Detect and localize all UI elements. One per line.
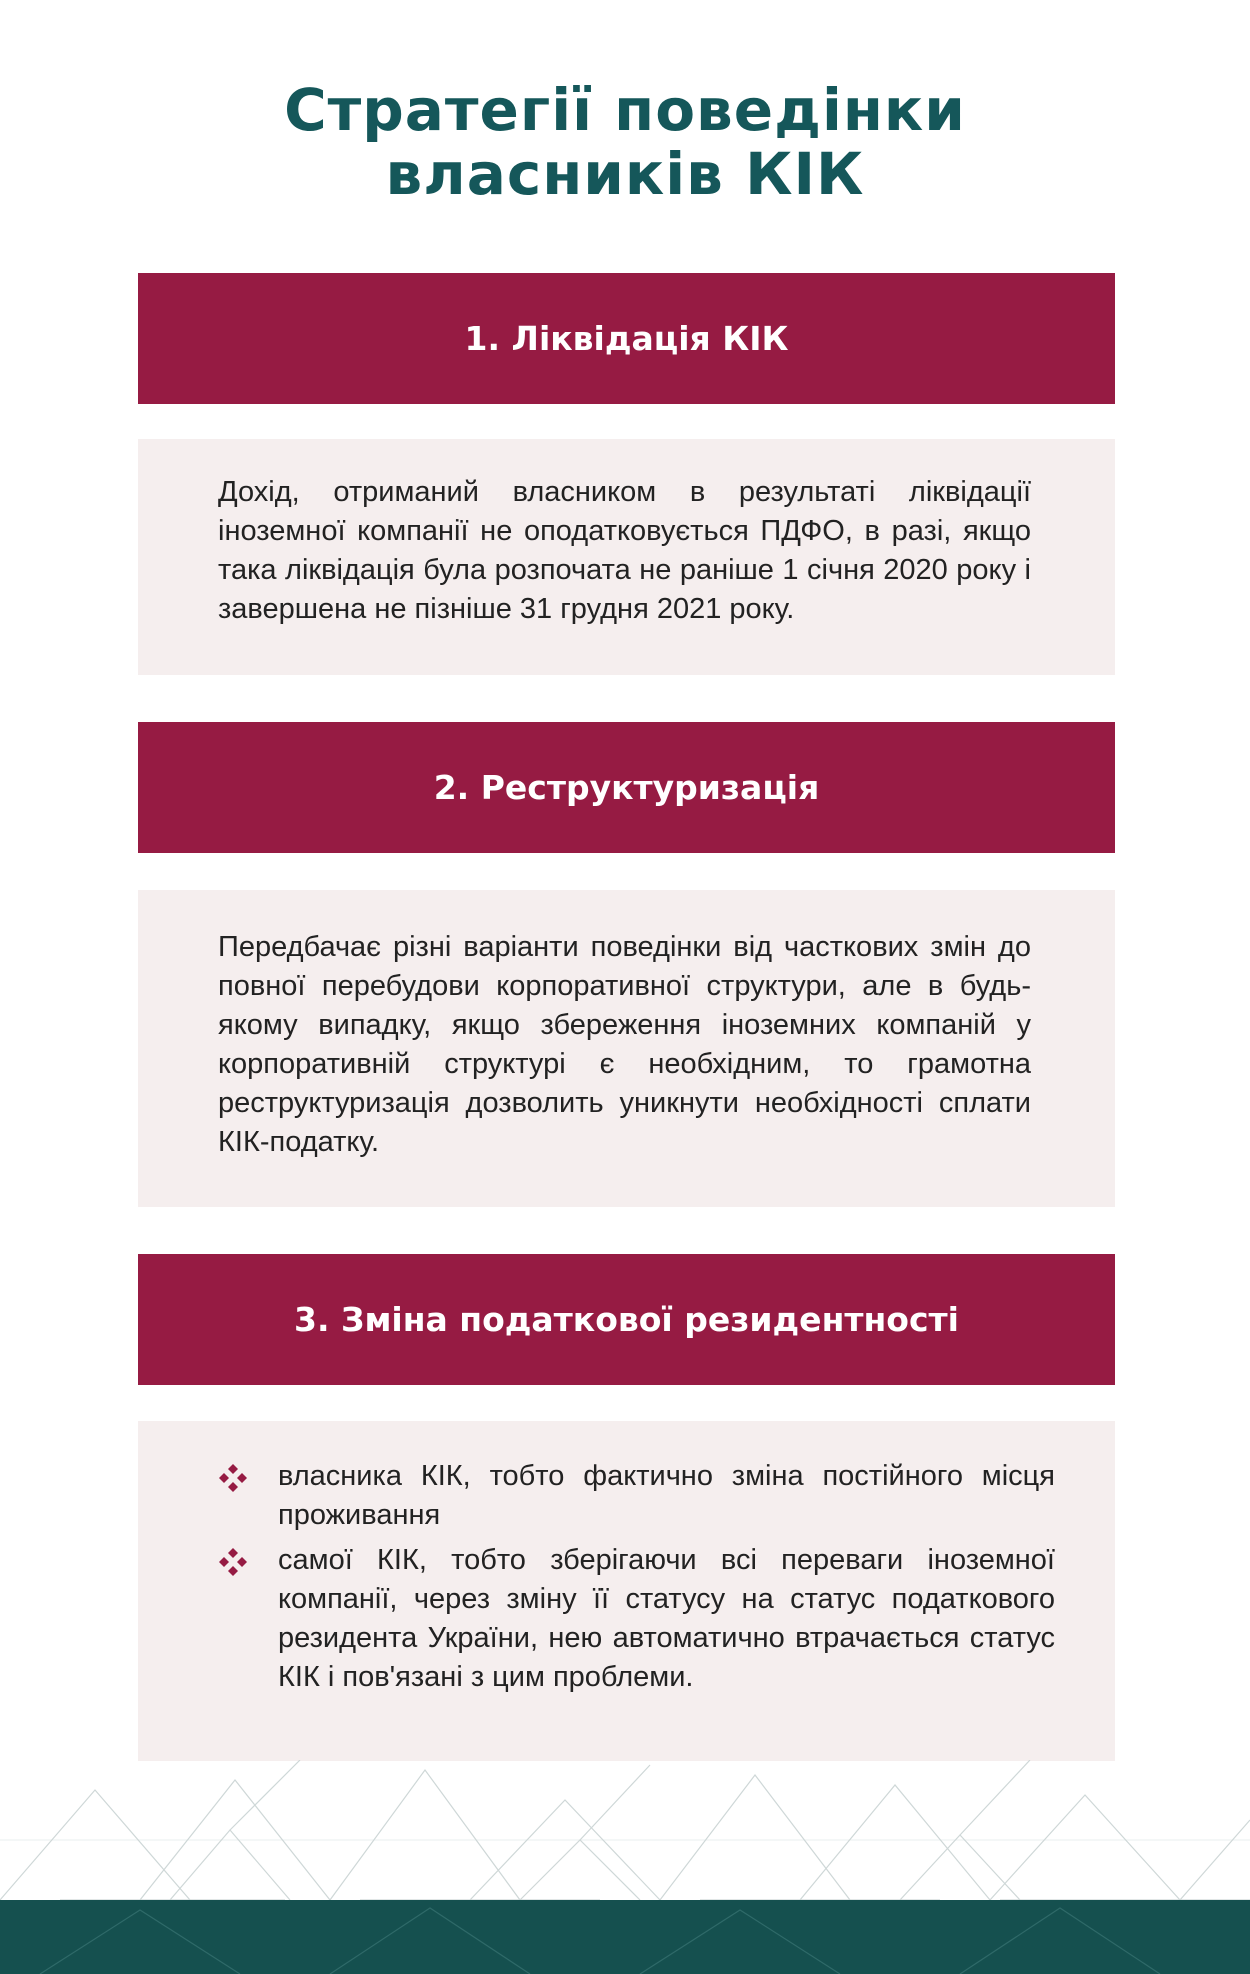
section-heading-restructuring [138,722,1115,853]
section-text: Передбачає різні варіанти поведінки від часткових змін до повної перебудови корпоративної структури, але в будь-якому випадку, якщо збереження іноземних компаній у корпоративній структурі є необхідним, то грамотна реструктуризація дозволить уникнути необхідності сплати КІК-податку. [218,931,1031,1158]
section-box-liquidation [138,439,1115,675]
section-box-residency [138,1421,1115,1761]
section-heading-label: 2. Реструктуризація [433,768,820,807]
bullet-text: власника КІК, тобто фактично зміна постійного місця проживання [278,1460,1055,1531]
title-line-1: Стратегії поведінки [284,76,966,144]
list-item [218,1541,1055,1697]
list-item [218,1457,1055,1535]
section-heading-liquidation [138,273,1115,404]
section-box-restructuring [138,890,1115,1207]
section-text: Дохід, отриманий власником в результаті ліквідації іноземної компанії не оподатковується ПДФО, в разі, якщо така ліквідація була розпочата не раніше 1 січня 2020 року і завершена не пізніше 31 грудня 2021 року. [218,476,1031,625]
diamond-cluster-icon [218,1463,248,1493]
title-line-2: власників КІК [385,140,865,208]
diamond-cluster-icon [218,1547,248,1577]
bullet-text: самої КІК, тобто зберігаючи всі переваги іноземної компанії, через зміну її статусу на статус податкового резидента України, нею автоматично втрачається статус КІК і пов'язані з цим проблеми. [278,1544,1055,1693]
section-heading-label: 1. Ліквідація КІК [464,319,789,358]
section-heading-label: 3. Зміна податкової резидентності [294,1300,959,1339]
page-title [0,78,1250,206]
section-heading-residency [138,1254,1115,1385]
footer-triangle-pattern [0,1760,1250,1974]
bullet-list [218,1457,1055,1703]
